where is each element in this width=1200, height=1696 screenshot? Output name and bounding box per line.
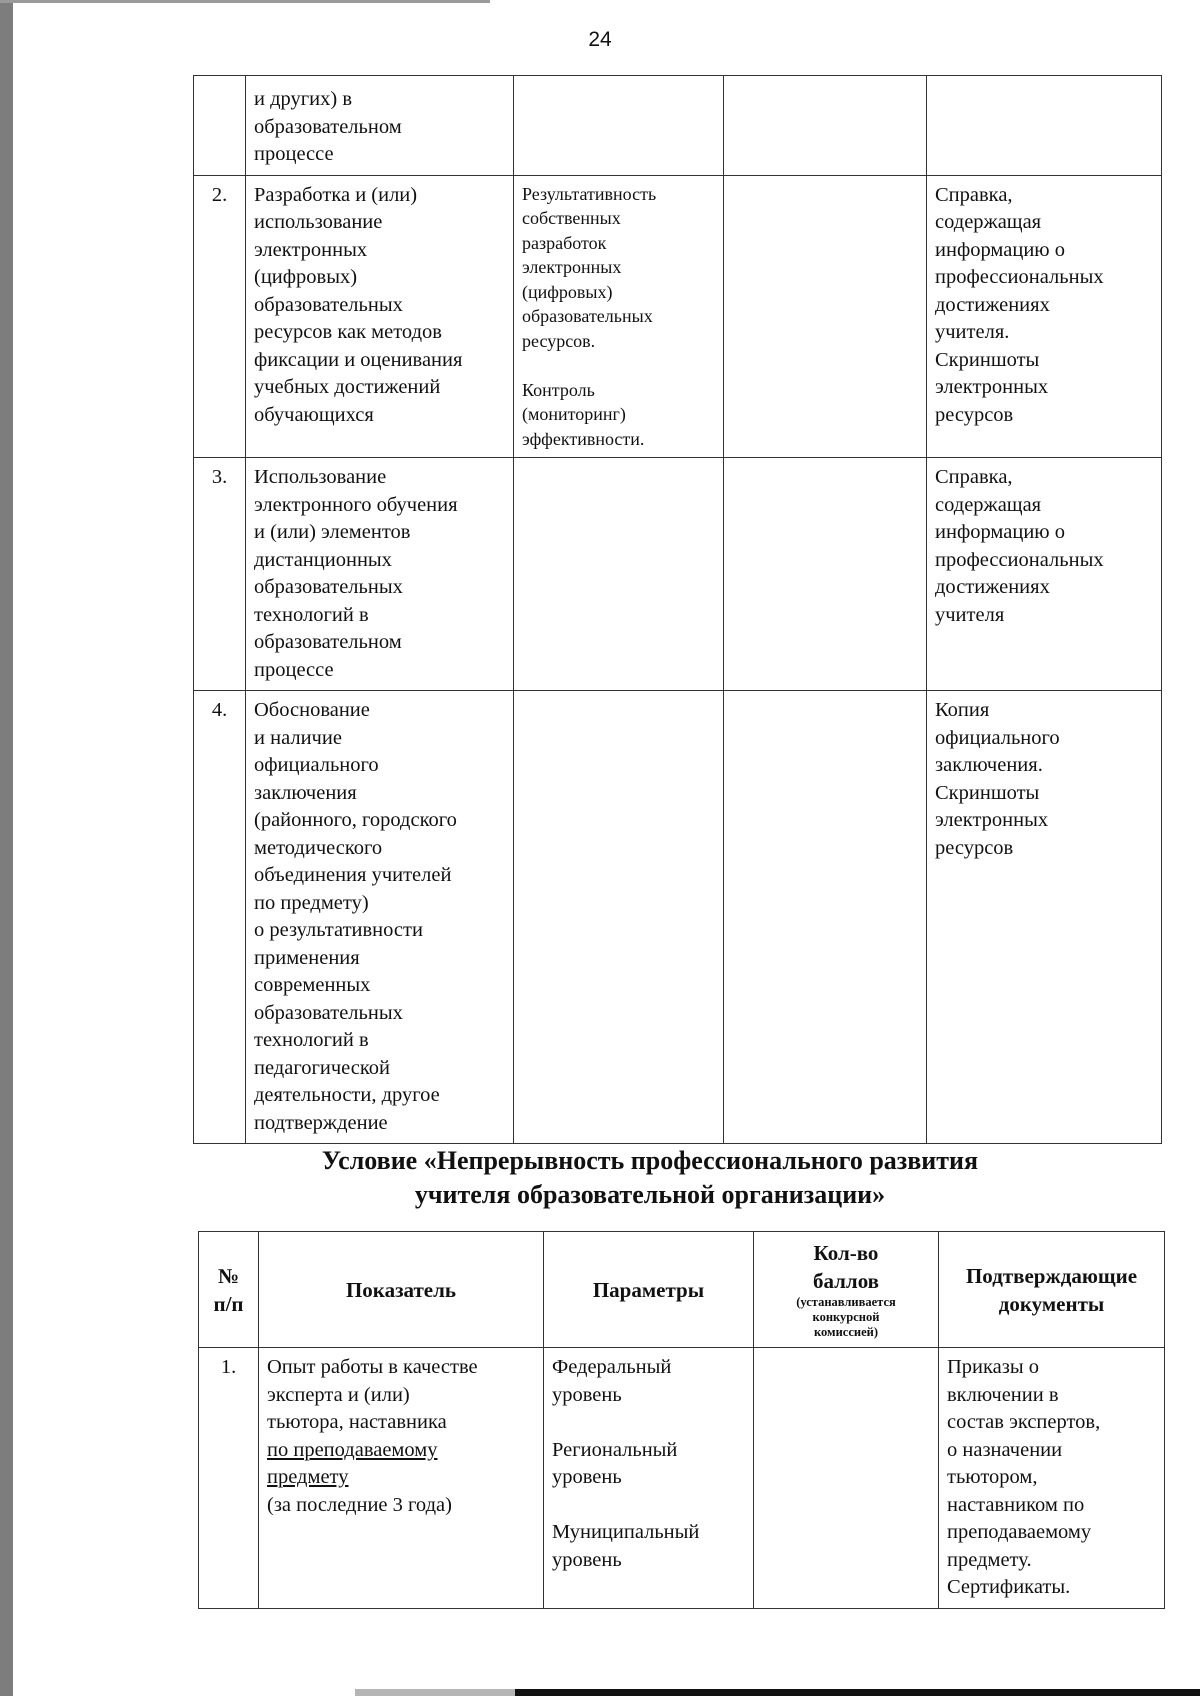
- points-cell: [724, 175, 927, 458]
- header-points-label: Кол-во баллов: [812, 1241, 880, 1293]
- parameters-cell: [514, 76, 724, 176]
- header-indicator: Показатель: [259, 1232, 544, 1348]
- scan-edge-bottom-gray: [355, 1689, 515, 1696]
- documents-cell: Справка, содержащая информацию о профессиональных достижениях учителя: [927, 458, 1162, 691]
- row-number: [194, 76, 246, 176]
- header-points-hint: (устанавливается конкурсной комиссией): [796, 1295, 896, 1339]
- indicator-cell: Использование электронного обучения и (или) элементов дистанционных образовательных технологий в образовательном процессе: [246, 458, 514, 691]
- indicator-text: Опыт работы в качестве эксперта и (или) тьютора, наставника: [267, 1356, 478, 1433]
- parameters-cell: [514, 458, 724, 691]
- header-points: [754, 1232, 939, 1348]
- documents-cell: Справка, содержащая информацию о профессиональных достижениях учителя. Скриншоты электронных ресурсов: [927, 175, 1162, 458]
- indicator-period-text: (за последние 3 года): [267, 1493, 452, 1516]
- table-row: [194, 175, 1162, 458]
- row-number: 1.: [199, 1348, 259, 1609]
- indicator-cell: [259, 1348, 544, 1609]
- points-cell: [724, 691, 927, 1144]
- header-documents: Подтверждающие документы: [939, 1232, 1165, 1348]
- row-number: 3.: [194, 458, 246, 691]
- points-cell: [724, 458, 927, 691]
- criteria-table-continued: [193, 75, 1162, 1144]
- scan-edge-left: [0, 0, 13, 1696]
- indicator-underlined-text: по преподаваемому предмету: [267, 1438, 438, 1488]
- table-row: [194, 76, 1162, 176]
- documents-cell: Копия официального заключения. Скриншоты электронных ресурсов: [927, 691, 1162, 1144]
- parameters-cell: Федеральный уровень Региональный уровень Муниципальный уровень: [544, 1348, 754, 1609]
- indicator-cell: и других) в образовательном процессе: [246, 76, 514, 176]
- scan-edge-bottom: [515, 1689, 1200, 1696]
- table-row: [194, 458, 1162, 691]
- parameters-cell: Результативность собственных разработок электронных (цифровых) образовательных ресурсов. Контроль (мониторинг) эффективности.: [514, 175, 724, 458]
- header-number: № п/п: [199, 1232, 259, 1348]
- table-row: [194, 691, 1162, 1144]
- section-title: Условие «Непрерывность профессионального развития учителя образовательной организации»: [321, 1146, 979, 1209]
- table-header-row: [199, 1232, 1165, 1348]
- table-row: [199, 1348, 1165, 1609]
- points-cell: [754, 1348, 939, 1609]
- documents-cell: Приказы о включении в состав экспертов, о назначении тьютором, наставником по преподаваемому предмету. Сертификаты.: [939, 1348, 1165, 1609]
- row-number: 2.: [194, 175, 246, 458]
- points-cell: [724, 76, 927, 176]
- header-parameters: Параметры: [544, 1232, 754, 1348]
- indicator-cell: Разработка и (или) использование электронных (цифровых) образовательных ресурсов как методов фиксации и оценивания учебных достижений обучающихся: [246, 175, 514, 458]
- continuity-criteria-table: [198, 1231, 1165, 1609]
- parameters-cell: [514, 691, 724, 1144]
- row-number: 4.: [194, 691, 246, 1144]
- documents-cell: [927, 76, 1162, 176]
- scan-edge-top: [0, 0, 490, 3]
- page-number: 24: [588, 28, 612, 51]
- indicator-cell: Обоснование и наличие официального заключения (районного, городского методического объединения учителей по предмету) о результативности применения современных образовательных технологий в педагогической деятельности, другое подтверждение: [246, 691, 514, 1144]
